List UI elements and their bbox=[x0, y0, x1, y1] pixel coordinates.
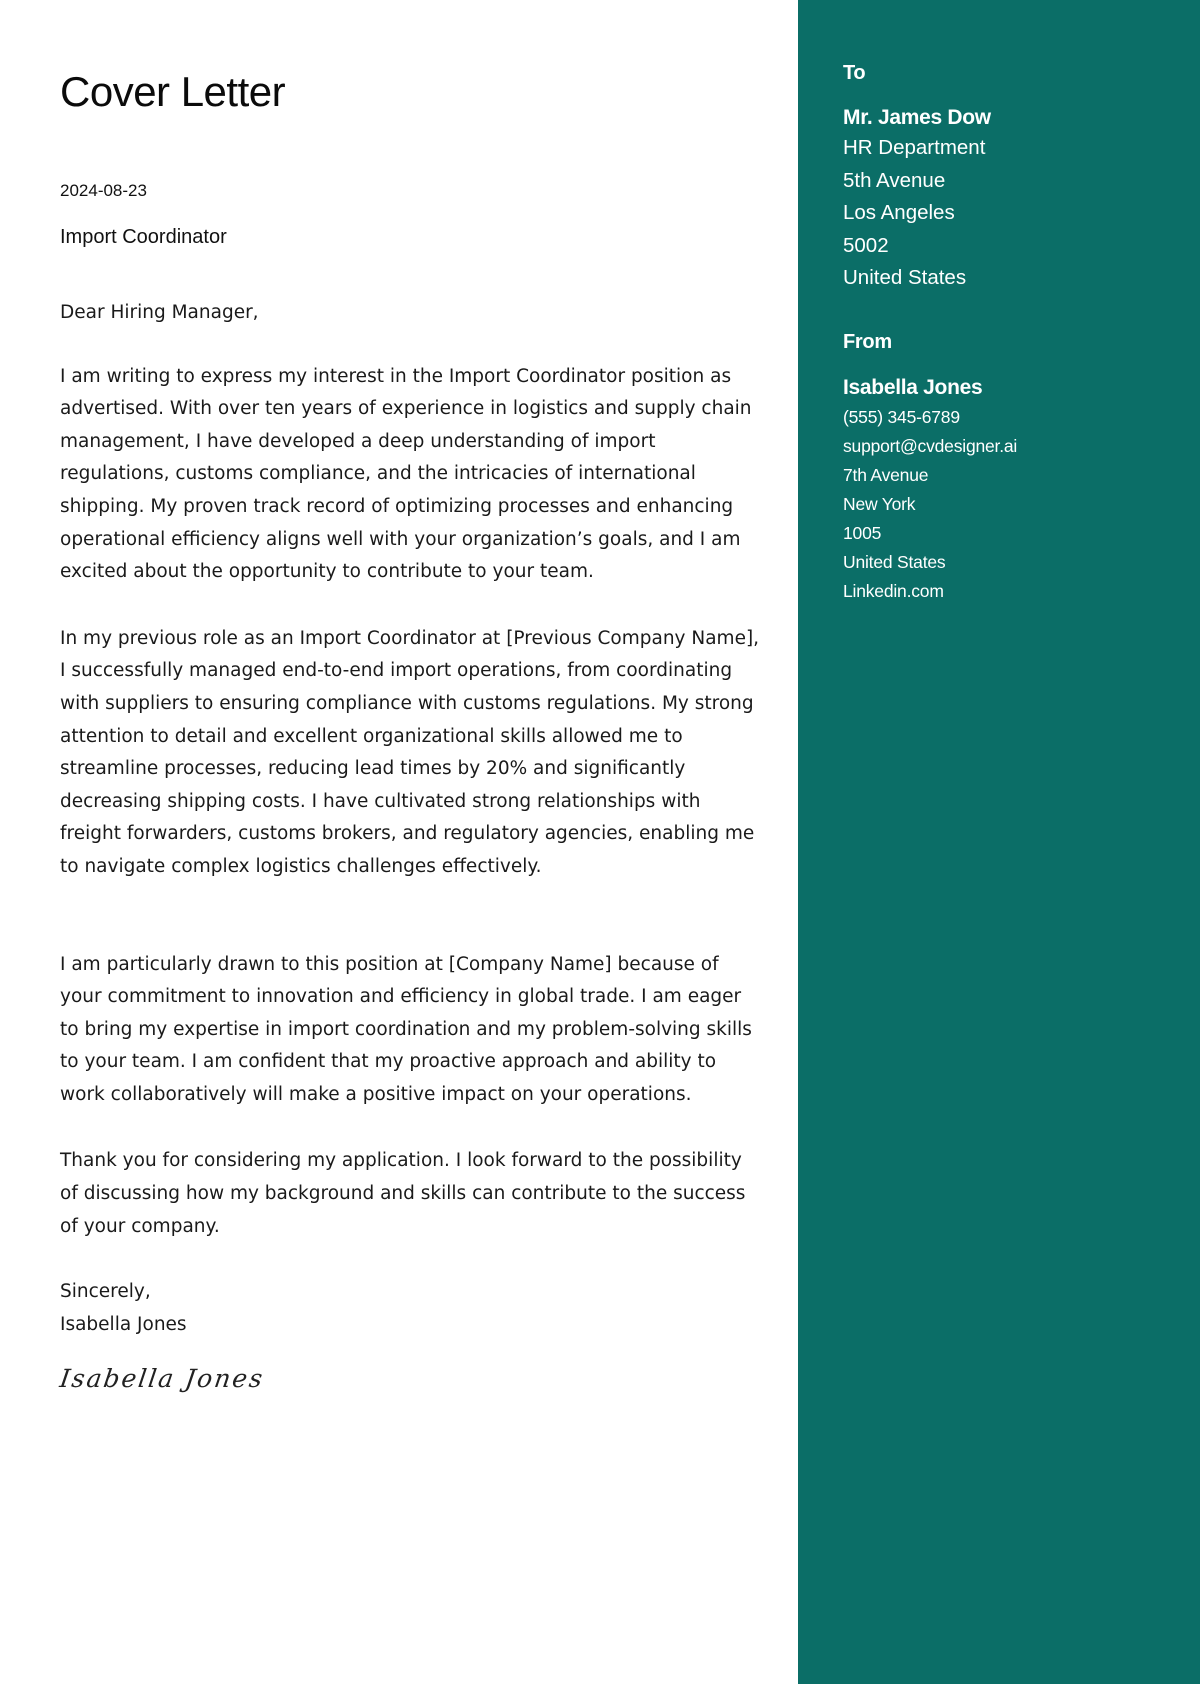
recipient-department: HR Department bbox=[843, 136, 986, 159]
sender-city: New York bbox=[843, 493, 916, 514]
closing-name: Isabella Jones bbox=[60, 1313, 187, 1335]
recipient-zip: 5002 bbox=[843, 233, 889, 257]
contact-sidebar bbox=[798, 0, 1200, 1684]
letter-body bbox=[60, 297, 760, 1399]
page-title: Cover Letter bbox=[60, 68, 286, 115]
closing bbox=[60, 1276, 760, 1341]
sender-name: Isabella Jones bbox=[843, 375, 983, 399]
job-position: Import Coordinator bbox=[60, 226, 227, 248]
sender-email: support@cvdesigner.ai bbox=[843, 435, 1018, 456]
recipient-country: United States bbox=[843, 266, 967, 290]
closing-phrase: Sincerely, bbox=[60, 1281, 151, 1303]
sender-zip: 1005 bbox=[843, 522, 882, 543]
signature: Isabella Jones bbox=[58, 1364, 267, 1394]
sender-website: Linkedin.com bbox=[843, 580, 944, 601]
recipient-heading: To bbox=[843, 62, 866, 84]
recipient-city: Los Angeles bbox=[843, 201, 955, 225]
salutation: Dear Hiring Manager, bbox=[60, 302, 259, 323]
recipient-name: Mr. James Dow bbox=[843, 106, 991, 129]
recipient-street: 5th Avenue bbox=[843, 168, 946, 192]
recipient-block bbox=[843, 60, 1200, 295]
paragraph-4: Thank you for considering my application. I look forward to the possibility of discussing how my background and skills can contribute to the success of your company. bbox=[60, 1150, 746, 1237]
paragraph-2: In my previous role as an Import Coordinator at [Previous Company Name], I successfully managed end-to-end import operations, from coordinating with suppliers to ensuring compliance with customs regulations. My strong attention to detail and excellent organizational skills allowed me to streamline processes, reducing lead times by 20% and significantly decreasing shipping costs. I have cultivated strong relationships with freight forwarders, customs brokers, and regulatory agencies, enabling me to navigate complex logistics challenges effectively. bbox=[60, 627, 760, 877]
sender-country: United States bbox=[843, 551, 946, 572]
paragraph-1: I am writing to express my interest in the Import Coordinator position as advertised. With over ten years of experience in logistics and supply chain management, I have developed a deep understanding of import regulations, customs compliance, and the intricacies of international shipping. My proven track record of optimizing processes and enhancing operational efficiency aligns well with your organization’s goals, and I am excited about the opportunity to contribute to your team. bbox=[60, 365, 752, 583]
letter-date: 2024-08-23 bbox=[60, 181, 147, 200]
sender-phone: (555) 345-6789 bbox=[843, 406, 960, 427]
sender-block bbox=[843, 329, 1200, 606]
sender-heading: From bbox=[843, 330, 892, 353]
sender-street: 7th Avenue bbox=[843, 464, 929, 485]
paragraph-3: I am particularly drawn to this position at [Company Name] because of your commitment to innovation and efficiency in global trade. I am eager to bring my expertise in import coordination and my problem-solving skills to your team. I am confident that my proactive approach and ability to work collaboratively will make a positive impact on your operations. bbox=[60, 953, 752, 1105]
